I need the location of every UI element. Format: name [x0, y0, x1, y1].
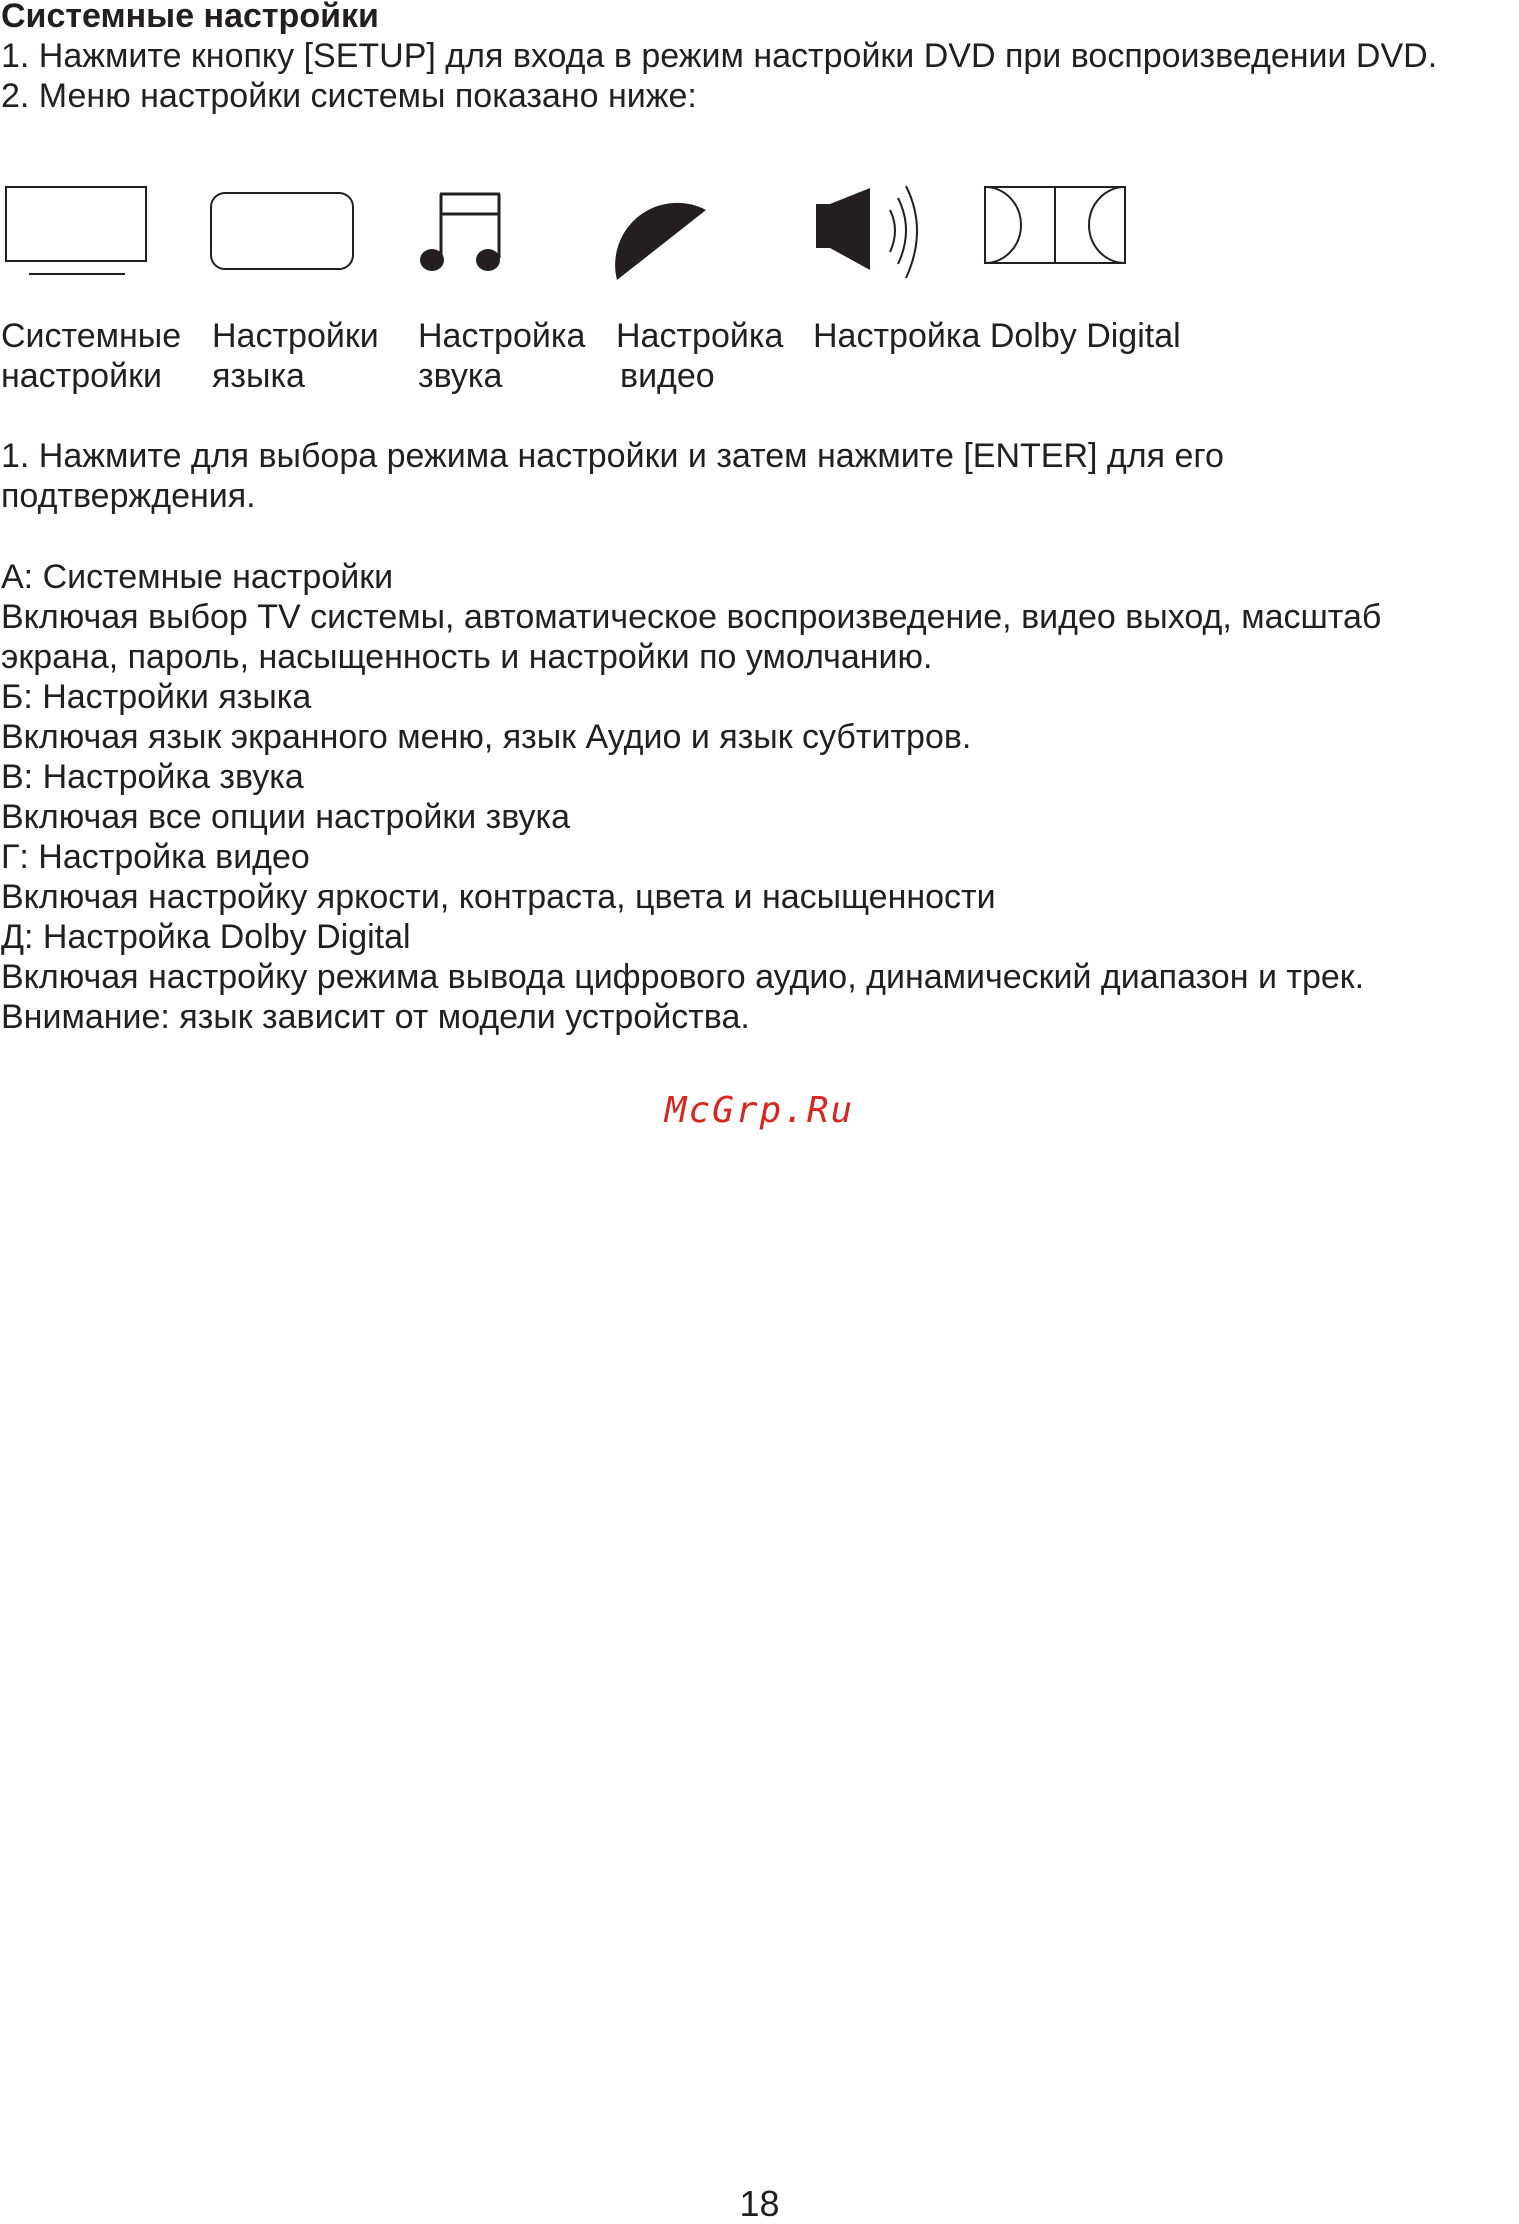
- dolby-double-d-icon: [984, 186, 1126, 271]
- section-a-heading: А: Системные настройки: [1, 558, 394, 596]
- watermark: McGrp.Ru: [664, 1090, 855, 1131]
- half-circle-icon: [612, 192, 708, 287]
- section-d-text: Включая настройку режима вывода цифрового аудио, динамический диапазон и трек.: [1, 958, 1365, 996]
- speaker-icon: [814, 182, 934, 287]
- section-b-text: Включая язык экранного меню, язык Аудио и язык субтитров.: [1, 718, 972, 756]
- page-number: 18: [739, 2183, 780, 2224]
- section-g-heading: Г: Настройка видео: [1, 838, 310, 876]
- label-dolby-line1: Настройка Dolby Digital: [813, 317, 1181, 355]
- intro-line-2: 2. Меню настройки системы показано ниже:: [1, 77, 697, 115]
- section-v-text: Включая все опции настройки звука: [1, 798, 571, 836]
- section-a-text-1: Включая выбор TV системы, автоматическое воспроизведение, видео выход, масштаб: [1, 598, 1382, 636]
- label-video-line1: Настройка: [616, 317, 784, 355]
- step-line-1: 1. Нажмите для выбора режима настройки и затем нажмите [ENTER] для его: [1, 437, 1224, 475]
- page-title: Системные настройки: [1, 0, 379, 35]
- label-system-line2: настройки: [1, 357, 162, 395]
- label-video-line2: видео: [620, 357, 715, 395]
- tv-monitor-icon: [5, 186, 147, 283]
- step-line-2: подтверждения.: [1, 477, 256, 515]
- intro-line-1: 1. Нажмите кнопку [SETUP] для входа в режим настройки DVD при воспроизведении DVD.: [1, 37, 1438, 75]
- section-v-heading: В: Настройка звука: [1, 758, 304, 796]
- section-b-heading: Б: Настройки языка: [1, 678, 312, 716]
- music-note-icon: [418, 192, 502, 279]
- note-text: Внимание: язык зависит от модели устройства.: [1, 998, 750, 1036]
- section-a-text-2: экрана, пароль, насыщенность и настройки по умолчанию.: [1, 638, 933, 676]
- label-system-line1: Системные: [1, 317, 182, 355]
- label-sound-line1: Настройка: [418, 317, 586, 355]
- section-d-heading: Д: Настройка Dolby Digital: [1, 918, 411, 956]
- section-g-text: Включая настройку яркости, контраста, цвета и насыщенности: [1, 878, 996, 916]
- label-sound-line2: звука: [418, 357, 503, 395]
- rounded-rectangle-icon: [210, 192, 354, 275]
- label-language-line1: Настройки: [212, 317, 379, 355]
- label-language-line2: языка: [212, 357, 305, 395]
